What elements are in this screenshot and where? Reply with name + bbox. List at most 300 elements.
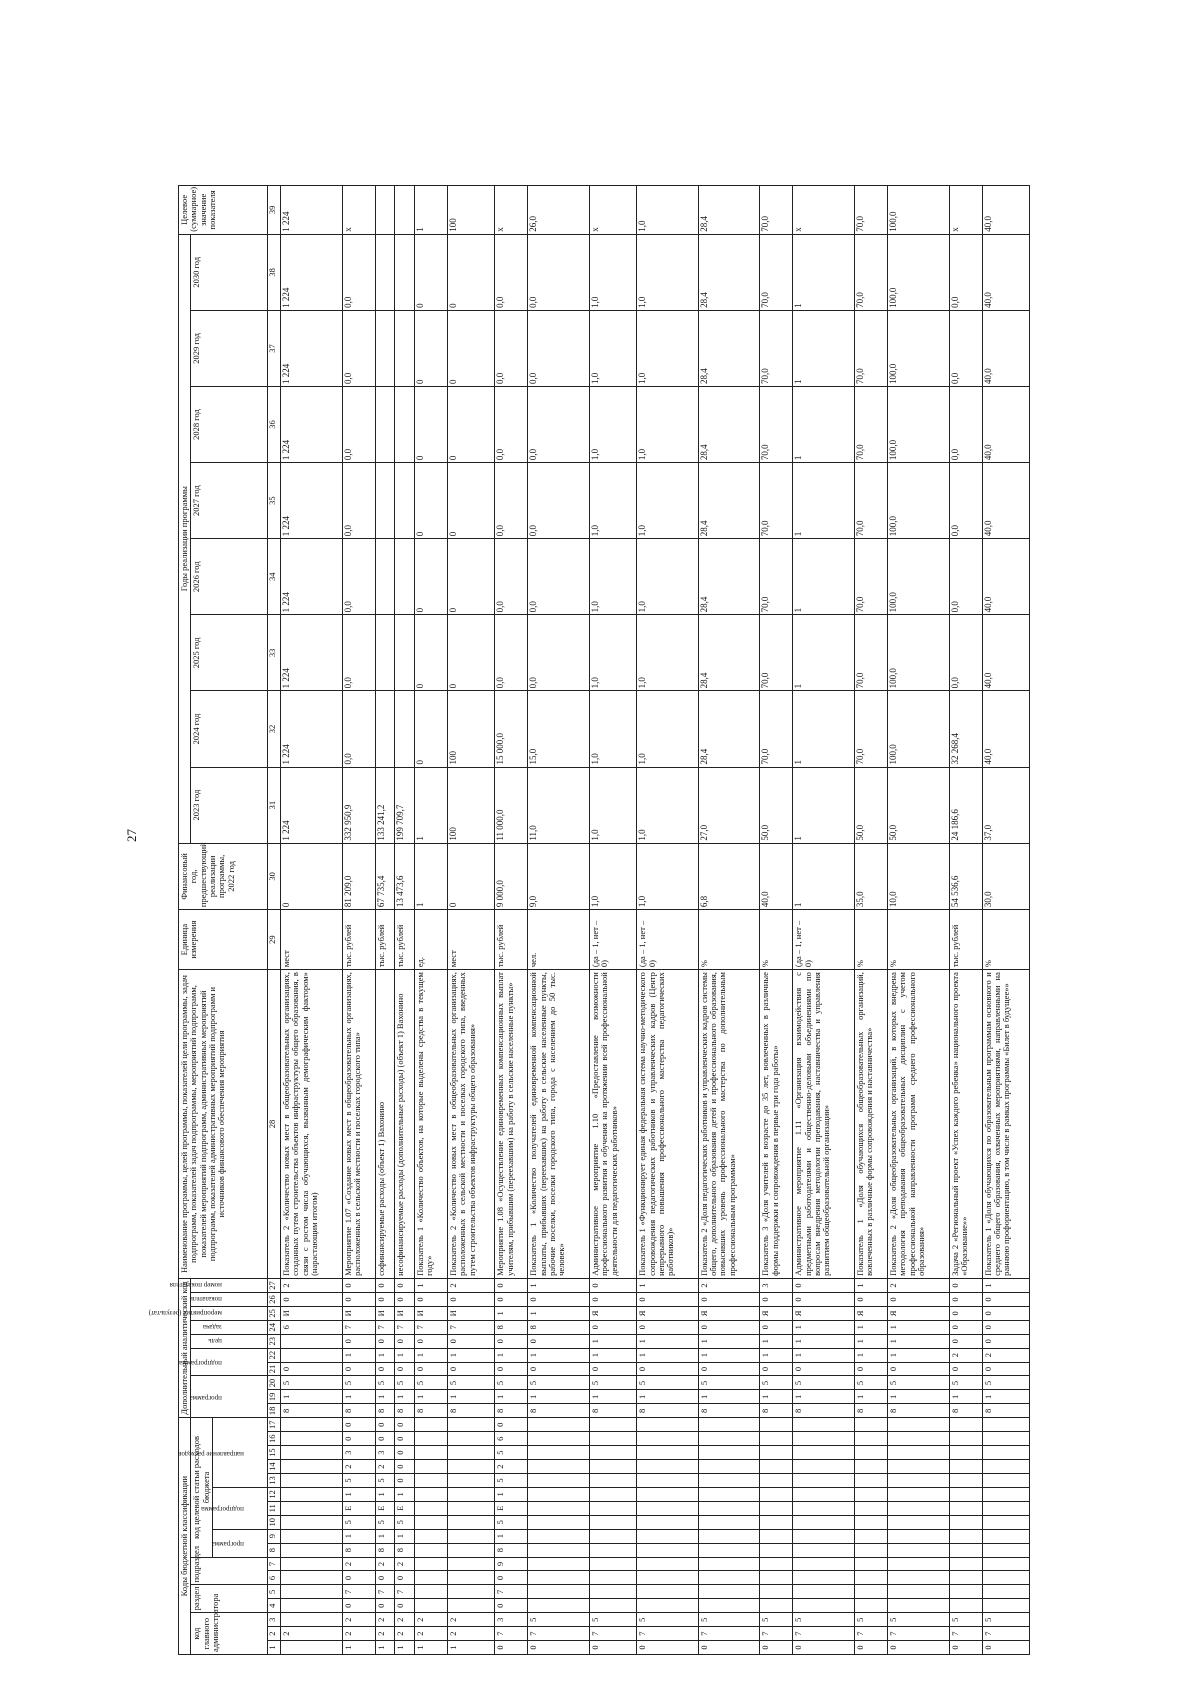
value-cell: 70,0 <box>854 691 887 767</box>
value-cell: 0,0 <box>495 386 528 462</box>
code-cell <box>949 1460 982 1474</box>
code-cell <box>887 1418 949 1432</box>
row-name-cell: софинансируемые расходы (объект 1) Вахонино <box>375 970 395 1279</box>
code-cell <box>528 1557 590 1571</box>
code-cell: 0 <box>342 1362 375 1376</box>
code-cell <box>887 1446 949 1460</box>
value-cell: 1 224 <box>281 310 343 386</box>
header-extra-codes: Дополнительный аналитический код <box>179 1278 191 1417</box>
value-cell: 0,0 <box>342 463 375 539</box>
code-cell <box>887 1599 949 1613</box>
value-cell: 10,0 <box>887 843 949 909</box>
code-cell <box>982 1515 1029 1529</box>
value-cell: 1 <box>793 310 855 386</box>
code-cell: 1 <box>637 1390 699 1404</box>
row-name-cell: Показатель 3 «Доля учителей в возрасте до 35 лет, вовлеченных в различные формы поддержки и сопровождения в первые три года работы» <box>760 970 793 1279</box>
code-cell <box>589 1529 636 1543</box>
code-cell: 5 <box>793 1613 855 1627</box>
code-cell: 0 <box>949 1334 982 1348</box>
code-cell: 1 <box>375 1390 395 1404</box>
code-cell: 0 <box>375 1599 395 1613</box>
code-cell: 1 <box>887 1334 949 1348</box>
code-cell: И <box>414 1306 447 1320</box>
code-cell <box>528 1446 590 1460</box>
row-name-cell: Мероприятие 1.08 «Осуществление единовременных компенсационных выплат учителям, прибывшим (переехавшим) на работу в сельские населенные пункты» <box>495 970 528 1279</box>
code-cell: 1 <box>528 1390 590 1404</box>
code-cell <box>281 1432 343 1446</box>
value-cell: 70,0 <box>760 310 793 386</box>
code-cell: 0 <box>637 1320 699 1334</box>
table-row <box>528 186 590 1655</box>
code-cell: 0 <box>342 1599 375 1613</box>
code-cell: 1 <box>698 1390 760 1404</box>
header-pr: программа <box>191 1376 268 1418</box>
value-cell: 1,0 <box>637 310 699 386</box>
code-cell <box>281 1543 343 1557</box>
value-cell: 30,0 <box>982 843 1029 909</box>
code-cell: 5 <box>854 1376 887 1390</box>
code-cell: 5 <box>698 1613 760 1627</box>
column-number-cell: 24 <box>268 1320 281 1334</box>
value-cell: 1,0 <box>637 691 699 767</box>
code-cell <box>447 1487 494 1501</box>
code-cell: 0 <box>447 1292 494 1306</box>
value-cell: 0,0 <box>342 386 375 462</box>
value-cell: 0,0 <box>528 234 590 310</box>
unit-cell: тыс. рублей <box>949 910 982 970</box>
code-cell: 0 <box>589 1292 636 1306</box>
code-cell: 0 <box>793 1278 855 1292</box>
column-number-cell: 9 <box>268 1529 281 1543</box>
code-cell <box>528 1432 590 1446</box>
code-cell: 1 <box>854 1278 887 1292</box>
code-cell <box>982 1418 1029 1432</box>
code-cell: 0 <box>637 1641 699 1655</box>
value-cell: 0 <box>414 615 447 691</box>
code-cell: 8 <box>375 1404 395 1418</box>
code-cell <box>698 1515 760 1529</box>
row-name-cell: Показатель 2 «Количество новых мест в общеобразовательных организациях, расположенных в сельской местности и поселках городского типа, введенных путем строительства объектов инфраструктуры общего образования» <box>447 970 494 1279</box>
value-cell: 9 000,0 <box>495 843 528 909</box>
code-cell: 0 <box>982 1320 1029 1334</box>
code-cell: 0 <box>395 1362 415 1376</box>
unit-cell: тыс. рублей <box>342 910 375 970</box>
code-cell: 0 <box>949 1641 982 1655</box>
value-cell: 332 950,9 <box>342 767 375 843</box>
code-cell <box>589 1460 636 1474</box>
code-cell: 0 <box>760 1320 793 1334</box>
code-cell: 1 <box>447 1390 494 1404</box>
row-name-cell: Показатель 1 «Доля обучающихся по образовательным программам основного и среднего общего образования, охваченных мероприятиями, направленными на раннюю профориентацию, в том числе в рамках программы «Билет в будущее»» <box>982 970 1029 1279</box>
code-cell <box>949 1501 982 1515</box>
table-row <box>982 186 1029 1655</box>
header-year-5: 2028 год <box>191 386 268 462</box>
value-cell: 70,0 <box>854 310 887 386</box>
column-number-cell: 25 <box>268 1306 281 1320</box>
column-number-cell: 2 <box>268 1627 281 1641</box>
code-cell: 5 <box>342 1474 375 1488</box>
code-cell: 1 <box>395 1390 415 1404</box>
code-cell <box>414 1487 447 1501</box>
row-name-cell: Показатель 1 «Количество объектов, на которые выделены средства в текущем году» <box>414 970 447 1279</box>
code-cell: 0 <box>793 1641 855 1655</box>
column-number-cell: 18 <box>268 1404 281 1418</box>
code-cell <box>854 1571 887 1585</box>
value-cell: 1 <box>793 386 855 462</box>
code-cell <box>760 1432 793 1446</box>
code-cell: 5 <box>698 1376 760 1390</box>
code-cell <box>760 1543 793 1557</box>
code-cell: 8 <box>447 1404 494 1418</box>
header-ps: показатель <box>191 1292 268 1306</box>
header-target: Целевое (суммарное) значение показателя <box>179 186 268 235</box>
code-cell <box>698 1460 760 1474</box>
code-cell <box>949 1418 982 1432</box>
column-number-cell: 10 <box>268 1515 281 1529</box>
column-number-cell: 38 <box>268 234 281 310</box>
value-cell: 28,4 <box>698 539 760 615</box>
code-cell: 0 <box>281 1292 343 1306</box>
code-cell: 1 <box>982 1278 1029 1292</box>
code-cell: 5 <box>637 1376 699 1390</box>
column-number-cell: 1 <box>268 1641 281 1655</box>
code-cell <box>414 1501 447 1515</box>
code-cell <box>887 1432 949 1446</box>
code-cell: 7 <box>395 1320 415 1334</box>
code-cell: 1 <box>375 1529 395 1543</box>
code-cell <box>637 1585 699 1599</box>
code-cell <box>698 1446 760 1460</box>
column-number-cell: 23 <box>268 1334 281 1348</box>
code-cell <box>528 1599 590 1613</box>
code-cell: Я <box>854 1306 887 1320</box>
code-cell: 1 <box>342 1529 375 1543</box>
value-cell: 0 <box>447 539 494 615</box>
code-cell: 0 <box>982 1306 1029 1320</box>
column-number-cell: 5 <box>268 1585 281 1599</box>
value-cell: 1 224 <box>281 539 343 615</box>
header-budget-codes: Коды бюджетной классификации <box>179 1418 191 1655</box>
code-cell: 3 <box>760 1278 793 1292</box>
value-cell: 1,0 <box>637 615 699 691</box>
code-cell: 1 <box>495 1348 528 1362</box>
value-cell: 0,0 <box>949 310 982 386</box>
value-cell: 28,4 <box>698 615 760 691</box>
value-cell: 6,8 <box>698 843 760 909</box>
code-cell: 5 <box>375 1474 395 1488</box>
value-cell: 1 <box>414 186 447 235</box>
code-cell: 5 <box>949 1613 982 1627</box>
code-cell: 0 <box>414 1362 447 1376</box>
code-cell <box>793 1501 855 1515</box>
code-cell <box>589 1501 636 1515</box>
code-cell: 1 <box>342 1487 375 1501</box>
code-cell: 0 <box>982 1334 1029 1348</box>
code-cell <box>414 1599 447 1613</box>
value-cell: 0 <box>414 234 447 310</box>
value-cell: 1 <box>793 767 855 843</box>
code-cell: 8 <box>793 1404 855 1418</box>
code-cell: 1 <box>375 1348 395 1362</box>
code-cell: 1 <box>793 1334 855 1348</box>
code-cell: 1 <box>949 1390 982 1404</box>
code-cell: 5 <box>342 1515 375 1529</box>
value-cell: 1 <box>793 539 855 615</box>
table-row <box>949 186 982 1655</box>
code-cell: 8 <box>528 1404 590 1418</box>
column-number-cell: 27 <box>268 1278 281 1292</box>
column-number-cell: 31 <box>268 767 281 843</box>
code-cell: 5 <box>495 1446 528 1460</box>
code-cell: Е <box>395 1501 415 1515</box>
code-cell <box>637 1446 699 1460</box>
code-cell: 0 <box>375 1334 395 1348</box>
code-cell: 1 <box>637 1348 699 1362</box>
code-cell <box>447 1418 494 1432</box>
code-cell <box>854 1460 887 1474</box>
code-cell: 7 <box>375 1320 395 1334</box>
table-row <box>854 186 887 1655</box>
value-cell: 70,0 <box>854 615 887 691</box>
code-cell <box>760 1571 793 1585</box>
code-cell: 8 <box>395 1543 415 1557</box>
code-cell: 2 <box>342 1627 375 1641</box>
code-cell: 5 <box>887 1376 949 1390</box>
column-number-cell: 4 <box>268 1599 281 1613</box>
code-cell <box>698 1418 760 1432</box>
code-cell: 0 <box>395 1460 415 1474</box>
value-cell: 100,0 <box>887 539 949 615</box>
code-cell <box>760 1529 793 1543</box>
value-cell: 1 <box>793 234 855 310</box>
code-cell: 5 <box>760 1376 793 1390</box>
value-cell: 0 <box>281 843 343 909</box>
code-cell <box>760 1418 793 1432</box>
code-cell <box>281 1501 343 1515</box>
code-cell: 8 <box>281 1404 343 1418</box>
code-cell <box>447 1515 494 1529</box>
code-cell: 2 <box>447 1278 494 1292</box>
code-cell: 0 <box>949 1320 982 1334</box>
code-cell: 0 <box>342 1432 375 1446</box>
code-cell <box>854 1599 887 1613</box>
code-cell <box>982 1543 1029 1557</box>
code-cell: 0 <box>760 1362 793 1376</box>
code-cell <box>414 1432 447 1446</box>
value-cell <box>375 386 395 462</box>
value-cell: 100,0 <box>887 615 949 691</box>
value-cell: х <box>495 186 528 235</box>
value-cell: 1,0 <box>589 691 636 767</box>
code-cell <box>528 1474 590 1488</box>
value-cell: 1,0 <box>637 186 699 235</box>
code-cell: И <box>342 1306 375 1320</box>
header-year-6: 2029 год <box>191 310 268 386</box>
value-cell: 15,0 <box>528 691 590 767</box>
column-number-cell: 3 <box>268 1613 281 1627</box>
code-cell: 2 <box>342 1613 375 1627</box>
code-cell: 2 <box>281 1278 343 1292</box>
code-cell <box>589 1418 636 1432</box>
code-cell <box>698 1529 760 1543</box>
code-cell <box>698 1585 760 1599</box>
code-cell <box>589 1599 636 1613</box>
code-cell: 5 <box>982 1376 1029 1390</box>
value-cell: 100,0 <box>887 386 949 462</box>
code-cell <box>793 1474 855 1488</box>
code-cell: 7 <box>949 1627 982 1641</box>
page-number: 27 <box>124 829 139 842</box>
value-cell: 70,0 <box>854 386 887 462</box>
value-cell: 1 <box>793 843 855 909</box>
table-row <box>637 186 699 1655</box>
code-cell: 8 <box>982 1404 1029 1418</box>
code-cell <box>982 1599 1029 1613</box>
code-cell: 8 <box>887 1404 949 1418</box>
code-cell <box>949 1557 982 1571</box>
code-cell <box>949 1487 982 1501</box>
value-cell: 40,0 <box>982 691 1029 767</box>
code-cell: 5 <box>887 1613 949 1627</box>
code-cell: 5 <box>495 1515 528 1529</box>
unit-cell: тыс. рублей <box>395 910 415 970</box>
value-cell: 70,0 <box>854 234 887 310</box>
code-cell: 1 <box>793 1320 855 1334</box>
header-year-4: 2027 год <box>191 463 268 539</box>
code-cell: Е <box>495 1501 528 1515</box>
value-cell: 0,0 <box>528 615 590 691</box>
value-cell: 1,0 <box>637 767 699 843</box>
code-cell: 8 <box>414 1404 447 1418</box>
value-cell: 1,0 <box>589 310 636 386</box>
code-cell <box>982 1474 1029 1488</box>
code-cell <box>698 1487 760 1501</box>
code-cell <box>447 1501 494 1515</box>
value-cell: 0 <box>447 234 494 310</box>
code-cell: 1 <box>281 1390 343 1404</box>
code-cell: 6 <box>281 1320 343 1334</box>
header-nm: номер показателя <box>191 1278 268 1292</box>
code-cell: 0 <box>528 1641 590 1655</box>
code-cell <box>793 1460 855 1474</box>
code-cell: 8 <box>375 1543 395 1557</box>
value-cell: 28,4 <box>698 463 760 539</box>
value-cell: 0,0 <box>495 615 528 691</box>
header-subprogram: подпрограмма <box>213 1487 268 1529</box>
column-number-cell: 8 <box>268 1543 281 1557</box>
row-name-cell: Показатель 2 «Количество новых мест в общеобразовательных организациях, созданных путем строительства объектов инфраструктуры общего образования, в связи с ростом числа обучающихся, вызванным демографическим фактором» (нарастающим итогом) <box>281 970 343 1279</box>
code-cell <box>414 1474 447 1488</box>
code-cell: 0 <box>395 1571 415 1585</box>
code-cell: 7 <box>698 1627 760 1641</box>
header-section: раздел <box>191 1585 268 1613</box>
code-cell: И <box>375 1306 395 1320</box>
value-cell: 13 473,6 <box>395 843 415 909</box>
value-cell: 28,4 <box>698 386 760 462</box>
table-row <box>589 186 636 1655</box>
code-cell <box>637 1432 699 1446</box>
value-cell: 11 000,0 <box>495 767 528 843</box>
value-cell: 0,0 <box>495 234 528 310</box>
value-cell <box>395 615 415 691</box>
code-cell: 5 <box>854 1613 887 1627</box>
code-cell <box>887 1474 949 1488</box>
code-cell: 8 <box>342 1543 375 1557</box>
rotated-page <box>149 185 1030 1655</box>
value-cell: 100,0 <box>887 186 949 235</box>
code-cell: 0 <box>982 1362 1029 1376</box>
code-cell: Я <box>637 1306 699 1320</box>
value-cell <box>395 463 415 539</box>
column-number-cell: 17 <box>268 1418 281 1432</box>
value-cell: 70,0 <box>760 615 793 691</box>
code-cell <box>528 1571 590 1585</box>
code-cell <box>887 1571 949 1585</box>
column-number-cell: 12 <box>268 1487 281 1501</box>
code-cell <box>637 1515 699 1529</box>
code-cell <box>528 1487 590 1501</box>
code-cell: Я <box>760 1306 793 1320</box>
code-cell <box>793 1599 855 1613</box>
code-cell: Е <box>342 1501 375 1515</box>
value-cell: 28,4 <box>698 310 760 386</box>
code-cell <box>281 1529 343 1543</box>
value-cell: 1 224 <box>281 767 343 843</box>
code-cell: 1 <box>495 1306 528 1320</box>
column-number-cell: 19 <box>268 1390 281 1404</box>
code-cell <box>414 1515 447 1529</box>
code-cell <box>854 1557 887 1571</box>
code-cell: 1 <box>760 1390 793 1404</box>
code-cell <box>447 1557 494 1571</box>
code-cell: 8 <box>528 1320 590 1334</box>
value-cell: 70,0 <box>760 234 793 310</box>
code-cell: 5 <box>342 1376 375 1390</box>
code-cell <box>637 1474 699 1488</box>
code-cell <box>698 1571 760 1585</box>
code-cell: 0 <box>982 1641 1029 1655</box>
unit-cell: % <box>982 910 1029 970</box>
code-cell: 0 <box>887 1641 949 1655</box>
code-cell: 7 <box>495 1627 528 1641</box>
code-cell: 0 <box>589 1320 636 1334</box>
value-cell: 26,0 <box>528 186 590 235</box>
code-cell <box>447 1571 494 1585</box>
code-cell <box>982 1501 1029 1515</box>
value-cell: 0 <box>447 843 494 909</box>
value-cell: 0 <box>414 691 447 767</box>
code-cell <box>447 1460 494 1474</box>
table-row <box>395 186 415 1655</box>
column-number-cell: 29 <box>268 910 281 970</box>
header-year-0: 2023 год <box>191 767 268 843</box>
code-cell <box>698 1501 760 1515</box>
header-year-2: 2025 год <box>191 615 268 691</box>
code-cell: 0 <box>637 1292 699 1306</box>
column-number-cell: 28 <box>268 970 281 1279</box>
code-cell: 0 <box>528 1334 590 1348</box>
value-cell: х <box>793 186 855 235</box>
value-cell: 0,0 <box>528 310 590 386</box>
value-cell: 1 224 <box>281 463 343 539</box>
column-number-cell: 30 <box>268 843 281 909</box>
code-cell <box>854 1529 887 1543</box>
table-row <box>414 186 447 1655</box>
unit-cell: тыс. рублей <box>495 910 528 970</box>
code-cell: 2 <box>375 1613 395 1627</box>
code-cell: 1 <box>414 1390 447 1404</box>
code-cell <box>414 1557 447 1571</box>
